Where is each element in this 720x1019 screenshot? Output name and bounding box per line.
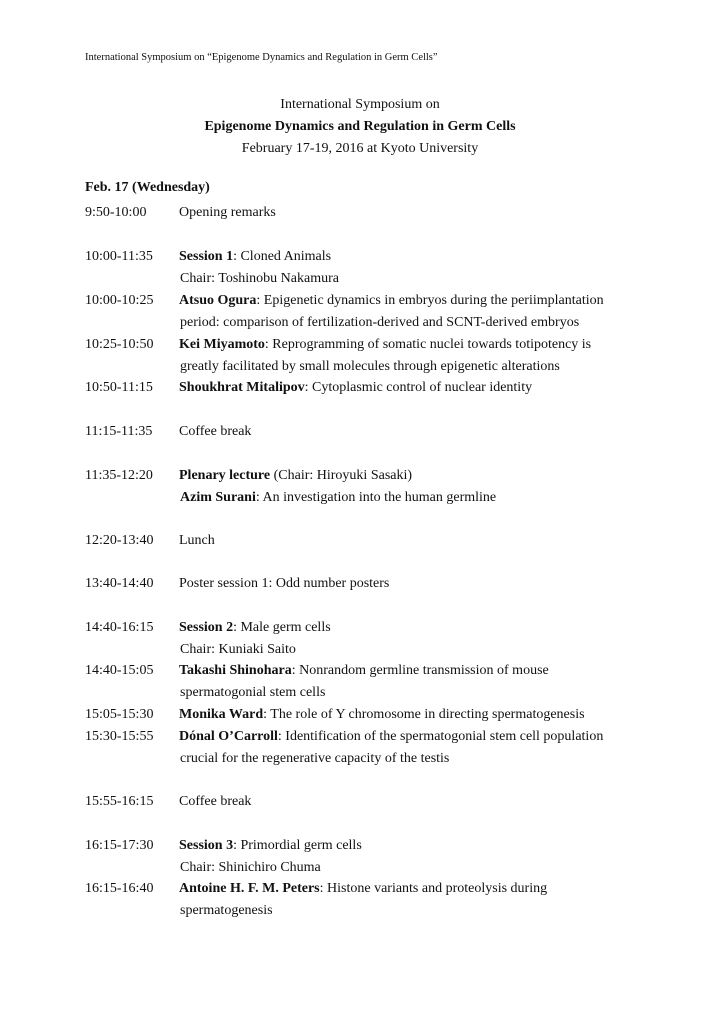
title-line-2: Epigenome Dynamics and Regulation in Germ Cells: [204, 119, 516, 134]
item-text: [179, 835, 362, 857]
item-text: Coffee break: [179, 794, 252, 809]
session-label: Session 2: [179, 620, 234, 635]
speaker-name: Dónal O’Carroll: [179, 729, 278, 744]
talk-title: : Nonrandom germline transmission of mouse: [291, 663, 549, 678]
item-text: [179, 726, 603, 748]
item-text: Opening remarks: [179, 205, 276, 220]
item-text: [179, 246, 331, 268]
item-text: Lunch: [179, 533, 215, 548]
time-label: 10:50-11:15: [85, 380, 153, 395]
time-label: 16:15-17:30: [85, 838, 154, 853]
time-label: 11:35-12:20: [85, 468, 153, 483]
time-label: 10:00-10:25: [85, 293, 154, 308]
item-text: [179, 334, 591, 356]
speaker-name: Antoine H. F. M. Peters: [179, 881, 320, 896]
day-heading: Feb. 17 (Wednesday): [85, 180, 210, 195]
speaker-name: Azim Surani: [180, 490, 256, 505]
time-label: 15:05-15:30: [85, 707, 154, 722]
talk-title-continued: crucial for the regenerative capacity of the testis: [180, 751, 450, 766]
title-line-3: February 17-19, 2016 at Kyoto University: [241, 141, 479, 156]
item-text: [179, 704, 585, 726]
talk-title: : Identification of the spermatogonial stem cell population: [277, 729, 604, 744]
session-label: Session 3: [179, 838, 234, 853]
session-chair: Chair: Toshinobu Nakamura: [180, 271, 339, 286]
item-text: [179, 878, 547, 900]
time-label: 12:20-13:40: [85, 533, 154, 548]
speaker-name: Kei Miyamoto: [179, 337, 265, 352]
plenary-label: Plenary lecture: [179, 468, 271, 483]
session-chair: Chair: Kuniaki Saito: [180, 642, 296, 657]
session-title: : Male germ cells: [233, 620, 331, 635]
document-title: [0, 94, 720, 160]
time-label: 15:30-15:55: [85, 729, 154, 744]
talk-title-continued: spermatogonial stem cells: [180, 685, 326, 700]
plenary-talk: [180, 487, 496, 509]
time-label: 10:25-10:50: [85, 337, 154, 352]
talk-title: : Epigenetic dynamics in embryos during the periimplantation: [256, 293, 604, 308]
talk-title-continued: period: comparison of fertilization-derived and SCNT-derived embryos: [180, 315, 580, 330]
time-label: 15:55-16:15: [85, 794, 154, 809]
talk-title-continued: spermatogenesis: [180, 903, 273, 918]
talk-title: : Reprogramming of somatic nuclei towards totipotency is: [264, 337, 592, 352]
time-label: 16:15-16:40: [85, 881, 154, 896]
talk-title: : The role of Y chromosome in directing spermatogenesis: [263, 707, 585, 722]
talk-title: : Cytoplasmic control of nuclear identity: [304, 380, 533, 395]
item-text: [179, 617, 331, 639]
speaker-name: Takashi Shinohara: [179, 663, 292, 678]
time-label: 11:15-11:35: [85, 424, 153, 439]
item-text: [179, 290, 604, 312]
item-text: [179, 660, 549, 682]
item-text: Poster session 1: Odd number posters: [179, 576, 390, 591]
time-label: 9:50-10:00: [85, 205, 147, 220]
title-line-1: International Symposium on: [280, 97, 440, 112]
session-chair: Chair: Shinichiro Chuma: [180, 860, 321, 875]
session-title: : Cloned Animals: [233, 249, 332, 264]
time-label: 14:40-15:05: [85, 663, 154, 678]
time-label: 13:40-14:40: [85, 576, 154, 591]
item-text: [179, 377, 532, 399]
session-title: : Primordial germ cells: [233, 838, 362, 853]
item-text: Coffee break: [179, 424, 252, 439]
speaker-name: Shoukhrat Mitalipov: [179, 380, 305, 395]
plenary-chair: (Chair: Hiroyuki Sasaki): [270, 468, 413, 483]
talk-title: : Histone variants and proteolysis during: [319, 881, 548, 896]
session-label: Session 1: [179, 249, 234, 264]
item-text: [179, 465, 412, 487]
talk-title: : An investigation into the human germline: [255, 490, 497, 505]
speaker-name: Monika Ward: [179, 707, 264, 722]
time-label: 10:00-11:35: [85, 249, 153, 264]
speaker-name: Atsuo Ogura: [179, 293, 257, 308]
talk-title-continued: greatly facilitated by small molecules through epigenetic alterations: [180, 359, 560, 374]
time-label: 14:40-16:15: [85, 620, 154, 635]
running-header: International Symposium on “Epigenome Dynamics and Regulation in Germ Cells”: [85, 52, 438, 63]
